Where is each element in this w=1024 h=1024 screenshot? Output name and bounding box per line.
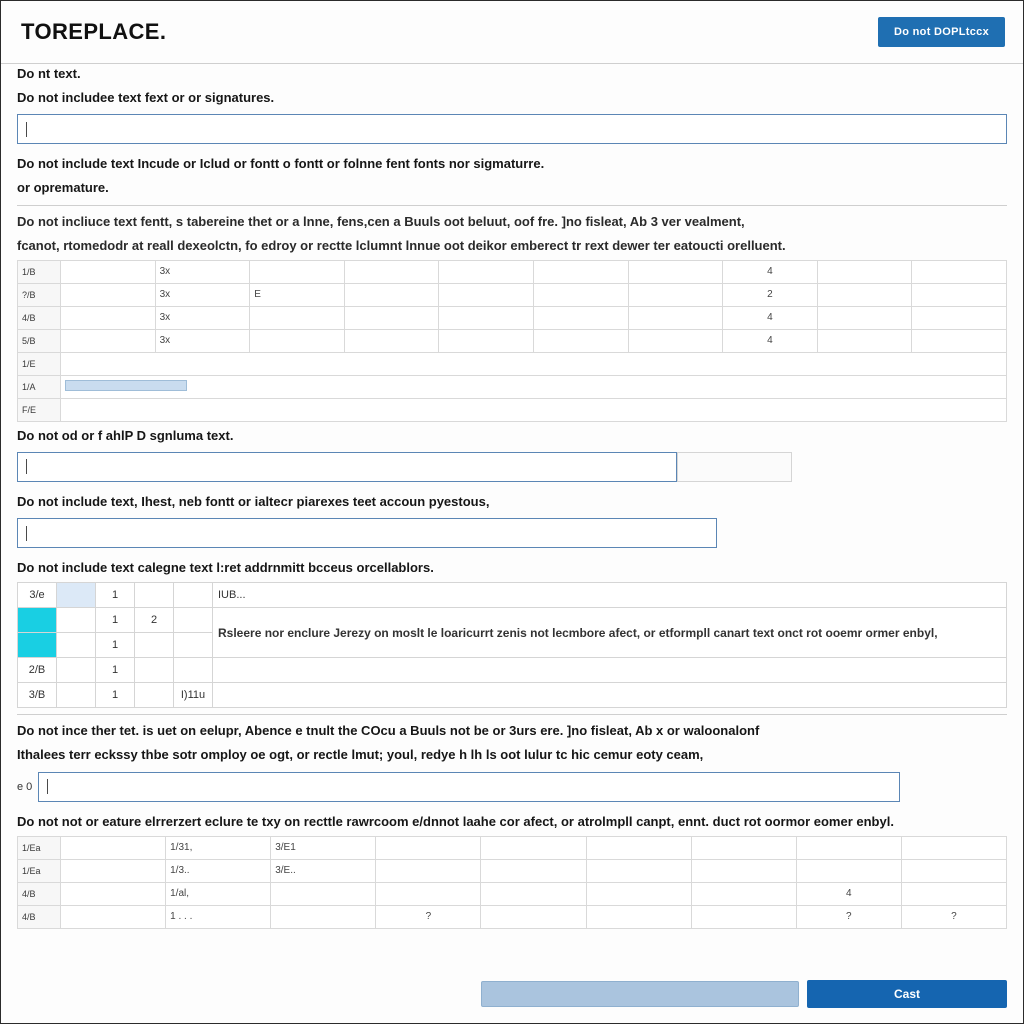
cell[interactable] <box>533 260 628 283</box>
cell[interactable] <box>481 882 586 905</box>
cell[interactable]: 4 <box>723 306 818 329</box>
cell[interactable]: 1 . . . <box>166 905 271 928</box>
table-row[interactable] <box>18 398 1007 421</box>
cell[interactable]: 3x <box>155 260 250 283</box>
cell[interactable] <box>250 329 345 352</box>
cell[interactable] <box>796 859 901 882</box>
toolbar-cell-selected[interactable] <box>57 583 96 608</box>
cell[interactable]: 3x <box>155 306 250 329</box>
row-label: 1/Ea <box>18 859 61 882</box>
editor-grid[interactable] <box>17 582 1007 708</box>
text-input-4[interactable] <box>38 772 900 802</box>
cell[interactable]: 3x <box>155 283 250 306</box>
paragraph-11: Ithalees terr eckssy thbe sotr omploy oe ogt, or rectle lmut; youl, redye h lh ls oot lulur tc hic cemur eoty ceam, <box>17 747 704 763</box>
editor-cell[interactable] <box>57 683 96 708</box>
editor-cell[interactable] <box>57 608 96 633</box>
cell[interactable] <box>533 306 628 329</box>
row-label: 4/B <box>18 882 61 905</box>
table-row[interactable] <box>18 375 1007 398</box>
editor-cell[interactable]: 2 <box>135 608 174 633</box>
cell[interactable] <box>376 859 481 882</box>
editor-tab[interactable]: IUB... <box>213 583 1007 608</box>
editor-cell[interactable]: 1 <box>96 633 135 658</box>
row-label: ?/B <box>18 283 61 306</box>
footer-actions <box>1 965 1023 1023</box>
cell[interactable] <box>586 882 691 905</box>
cell[interactable] <box>691 859 796 882</box>
cell[interactable] <box>439 306 534 329</box>
cell[interactable]: ? <box>901 905 1006 928</box>
cell[interactable] <box>901 836 1006 859</box>
paragraph-1: Do nt text. <box>17 66 81 81</box>
cell[interactable] <box>250 306 345 329</box>
divider-2 <box>17 714 1007 715</box>
paragraph-5: Do not incliuce text fentt, s tabereine thet or a lnne, fens,cen a Buuls oot beluut, oof fre. ]no fisleat, Ab 3 ver vealment, <box>17 213 745 229</box>
cell[interactable] <box>61 882 166 905</box>
editor-row[interactable] <box>18 683 1007 708</box>
editor-cell[interactable] <box>57 658 96 683</box>
page-title: TOREPLACE. <box>21 19 167 44</box>
cell[interactable] <box>691 836 796 859</box>
editor-cell[interactable] <box>135 633 174 658</box>
table-row[interactable] <box>18 352 1007 375</box>
cell[interactable] <box>912 283 1007 306</box>
editor-cell[interactable] <box>135 683 174 708</box>
cell[interactable] <box>344 283 439 306</box>
text-input-1[interactable] <box>17 114 1007 144</box>
cell[interactable] <box>817 329 912 352</box>
secondary-button[interactable] <box>481 981 799 1007</box>
cell[interactable]: ? <box>376 905 481 928</box>
paragraph-10: Do not ince ther tet. is uet on eelupr, Abence e tnult the COcu a Buuls not be or 3urs ere. ]no fisleat, Ab x or waloonalonf <box>17 723 760 739</box>
cell[interactable]: 4 <box>796 882 901 905</box>
cell[interactable] <box>481 905 586 928</box>
editor-row[interactable] <box>18 608 1007 633</box>
cell[interactable] <box>61 260 156 283</box>
editor-cell[interactable] <box>213 658 1007 683</box>
input-row-2 <box>17 452 1007 482</box>
text-input-3[interactable] <box>17 518 717 548</box>
cell[interactable] <box>271 905 376 928</box>
row-label: 1/E <box>18 352 61 375</box>
app-header <box>1 1 1023 63</box>
toolbar-cell[interactable]: 3/e <box>18 583 57 608</box>
cell[interactable] <box>901 882 1006 905</box>
cell[interactable] <box>912 329 1007 352</box>
data-grid-1[interactable] <box>17 260 1007 422</box>
cell[interactable] <box>817 283 912 306</box>
cell[interactable] <box>901 859 1006 882</box>
cell[interactable] <box>796 836 901 859</box>
cell[interactable]: 4 <box>723 260 818 283</box>
cell[interactable] <box>817 260 912 283</box>
row-label: 1/B <box>18 260 61 283</box>
cell[interactable]: 3/E.. <box>271 859 376 882</box>
editor-cell[interactable]: 2/B <box>18 658 57 683</box>
cell[interactable] <box>250 260 345 283</box>
table-row[interactable] <box>18 859 1007 882</box>
cell[interactable]: 3/E1 <box>271 836 376 859</box>
table-row[interactable] <box>18 882 1007 905</box>
paragraph-4: or opremature. <box>17 180 109 196</box>
adjacent-placeholder-box[interactable] <box>677 452 792 482</box>
row-label: 5/B <box>18 329 61 352</box>
cell[interactable] <box>344 329 439 352</box>
editor-cell-highlight[interactable] <box>18 633 57 658</box>
cell[interactable]: 1/31, <box>166 836 271 859</box>
cell[interactable] <box>628 260 723 283</box>
row-label: 1/Ea <box>18 836 61 859</box>
editor-cell[interactable] <box>135 658 174 683</box>
cell[interactable] <box>61 859 166 882</box>
editor-cell[interactable] <box>174 633 213 658</box>
cell[interactable] <box>691 905 796 928</box>
paragraph-6: fcanot, rtomedodr at reall dexeolctn, fo edroy or rectte lclumnt lnnue oot deikor emberect tr rext dewer ter eatoucti orelluent. <box>17 237 786 253</box>
cell[interactable] <box>481 859 586 882</box>
table-row[interactable] <box>18 905 1007 928</box>
text-caret <box>26 526 27 541</box>
cell[interactable] <box>61 329 156 352</box>
cell[interactable] <box>344 306 439 329</box>
table-row[interactable] <box>18 283 1007 306</box>
cell[interactable] <box>344 260 439 283</box>
cell[interactable] <box>439 283 534 306</box>
row-label: F/E <box>18 398 61 421</box>
paragraph-12: Do not not or eature elrrerzert eclure te txy on recttle rawrcoom e/dnnot laahe cor afect, or atrolmpll canpt, ennt. duct rot oormor eomer enbyl. <box>17 813 894 829</box>
input-prefix-label: e 0 <box>17 780 33 793</box>
cell[interactable] <box>376 836 481 859</box>
text-caret <box>47 779 48 794</box>
progress-bar <box>65 380 187 391</box>
cell[interactable] <box>439 260 534 283</box>
cell[interactable] <box>912 306 1007 329</box>
paragraph-2: Do not includee text fext or or signatures. <box>17 90 275 106</box>
paragraph-3: Do not include text Incude or Iclud or fontt o fontt or folnne fent fonts nor sigmaturre. <box>17 156 545 172</box>
primary-button[interactable]: Cast <box>807 980 1007 1008</box>
table-row[interactable] <box>18 836 1007 859</box>
editor-cell[interactable]: 3/B <box>18 683 57 708</box>
header-action-button[interactable]: Do not DOPLtccx <box>878 17 1005 47</box>
editor-cell[interactable]: 1 <box>96 608 135 633</box>
editor-row[interactable] <box>18 658 1007 683</box>
table-row[interactable] <box>18 260 1007 283</box>
editor-cell[interactable]: 1 <box>96 683 135 708</box>
editor-note: Rsleere nor enclure Jerezy on moslt le loaricurrt zenis not lecmbore afect, or etformpll canart text onct rot ooemr ormer enbyl, <box>213 608 1007 658</box>
editor-cell[interactable] <box>174 658 213 683</box>
cell[interactable] <box>586 836 691 859</box>
cell[interactable] <box>533 283 628 306</box>
cell-progress[interactable] <box>61 375 1007 398</box>
cell[interactable] <box>586 859 691 882</box>
cell[interactable] <box>271 882 376 905</box>
cell[interactable] <box>912 260 1007 283</box>
text-caret <box>26 459 27 474</box>
cell[interactable]: 4 <box>723 329 818 352</box>
editor-cell[interactable] <box>57 633 96 658</box>
cell[interactable] <box>628 329 723 352</box>
cell[interactable] <box>61 352 1007 375</box>
text-input-2[interactable] <box>17 452 677 482</box>
cell[interactable]: ? <box>796 905 901 928</box>
editor-cell[interactable]: I)11u <box>174 683 213 708</box>
table-row[interactable] <box>18 306 1007 329</box>
cell[interactable] <box>61 836 166 859</box>
paragraph-8: Do not include text, Ihest, neb fontt or ialtecr piarexes teet accoun pyestous, <box>17 493 490 509</box>
editor-cell[interactable]: 1 <box>96 658 135 683</box>
cell[interactable] <box>61 905 166 928</box>
cell[interactable]: 3x <box>155 329 250 352</box>
text-caret <box>26 122 27 137</box>
paragraph-9: Do not include text calegne text l:ret addrnmitt bcceus orcellablors. <box>17 560 434 576</box>
table-row[interactable] <box>18 329 1007 352</box>
toolbar-cell[interactable] <box>174 583 213 608</box>
editor-toolbar-row[interactable] <box>18 583 1007 608</box>
cell[interactable] <box>628 306 723 329</box>
cell[interactable] <box>61 306 156 329</box>
cell[interactable] <box>691 882 796 905</box>
cell[interactable] <box>61 283 156 306</box>
cell[interactable] <box>61 398 1007 421</box>
toolbar-cell[interactable] <box>135 583 174 608</box>
input-row-4 <box>17 772 1007 802</box>
editor-cell[interactable] <box>174 608 213 633</box>
editor-cell[interactable] <box>213 683 1007 708</box>
row-label: 1/A <box>18 375 61 398</box>
cell[interactable] <box>628 283 723 306</box>
row-label: 4/B <box>18 306 61 329</box>
divider-1 <box>17 205 1007 206</box>
cell[interactable]: E <box>250 283 345 306</box>
main-content <box>1 64 1023 965</box>
cell[interactable]: 1/3.. <box>166 859 271 882</box>
toolbar-cell[interactable]: 1 <box>96 583 135 608</box>
cell[interactable] <box>376 882 481 905</box>
cell[interactable] <box>586 905 691 928</box>
cell[interactable] <box>817 306 912 329</box>
cell[interactable] <box>481 836 586 859</box>
cell[interactable]: 2 <box>723 283 818 306</box>
cell[interactable] <box>533 329 628 352</box>
editor-cell-highlight[interactable] <box>18 608 57 633</box>
cell[interactable] <box>439 329 534 352</box>
row-label: 4/B <box>18 905 61 928</box>
cell[interactable]: 1/al, <box>166 882 271 905</box>
data-grid-2[interactable] <box>17 836 1007 929</box>
paragraph-7: Do not od or f ahlP D sgnluma text. <box>17 427 234 443</box>
